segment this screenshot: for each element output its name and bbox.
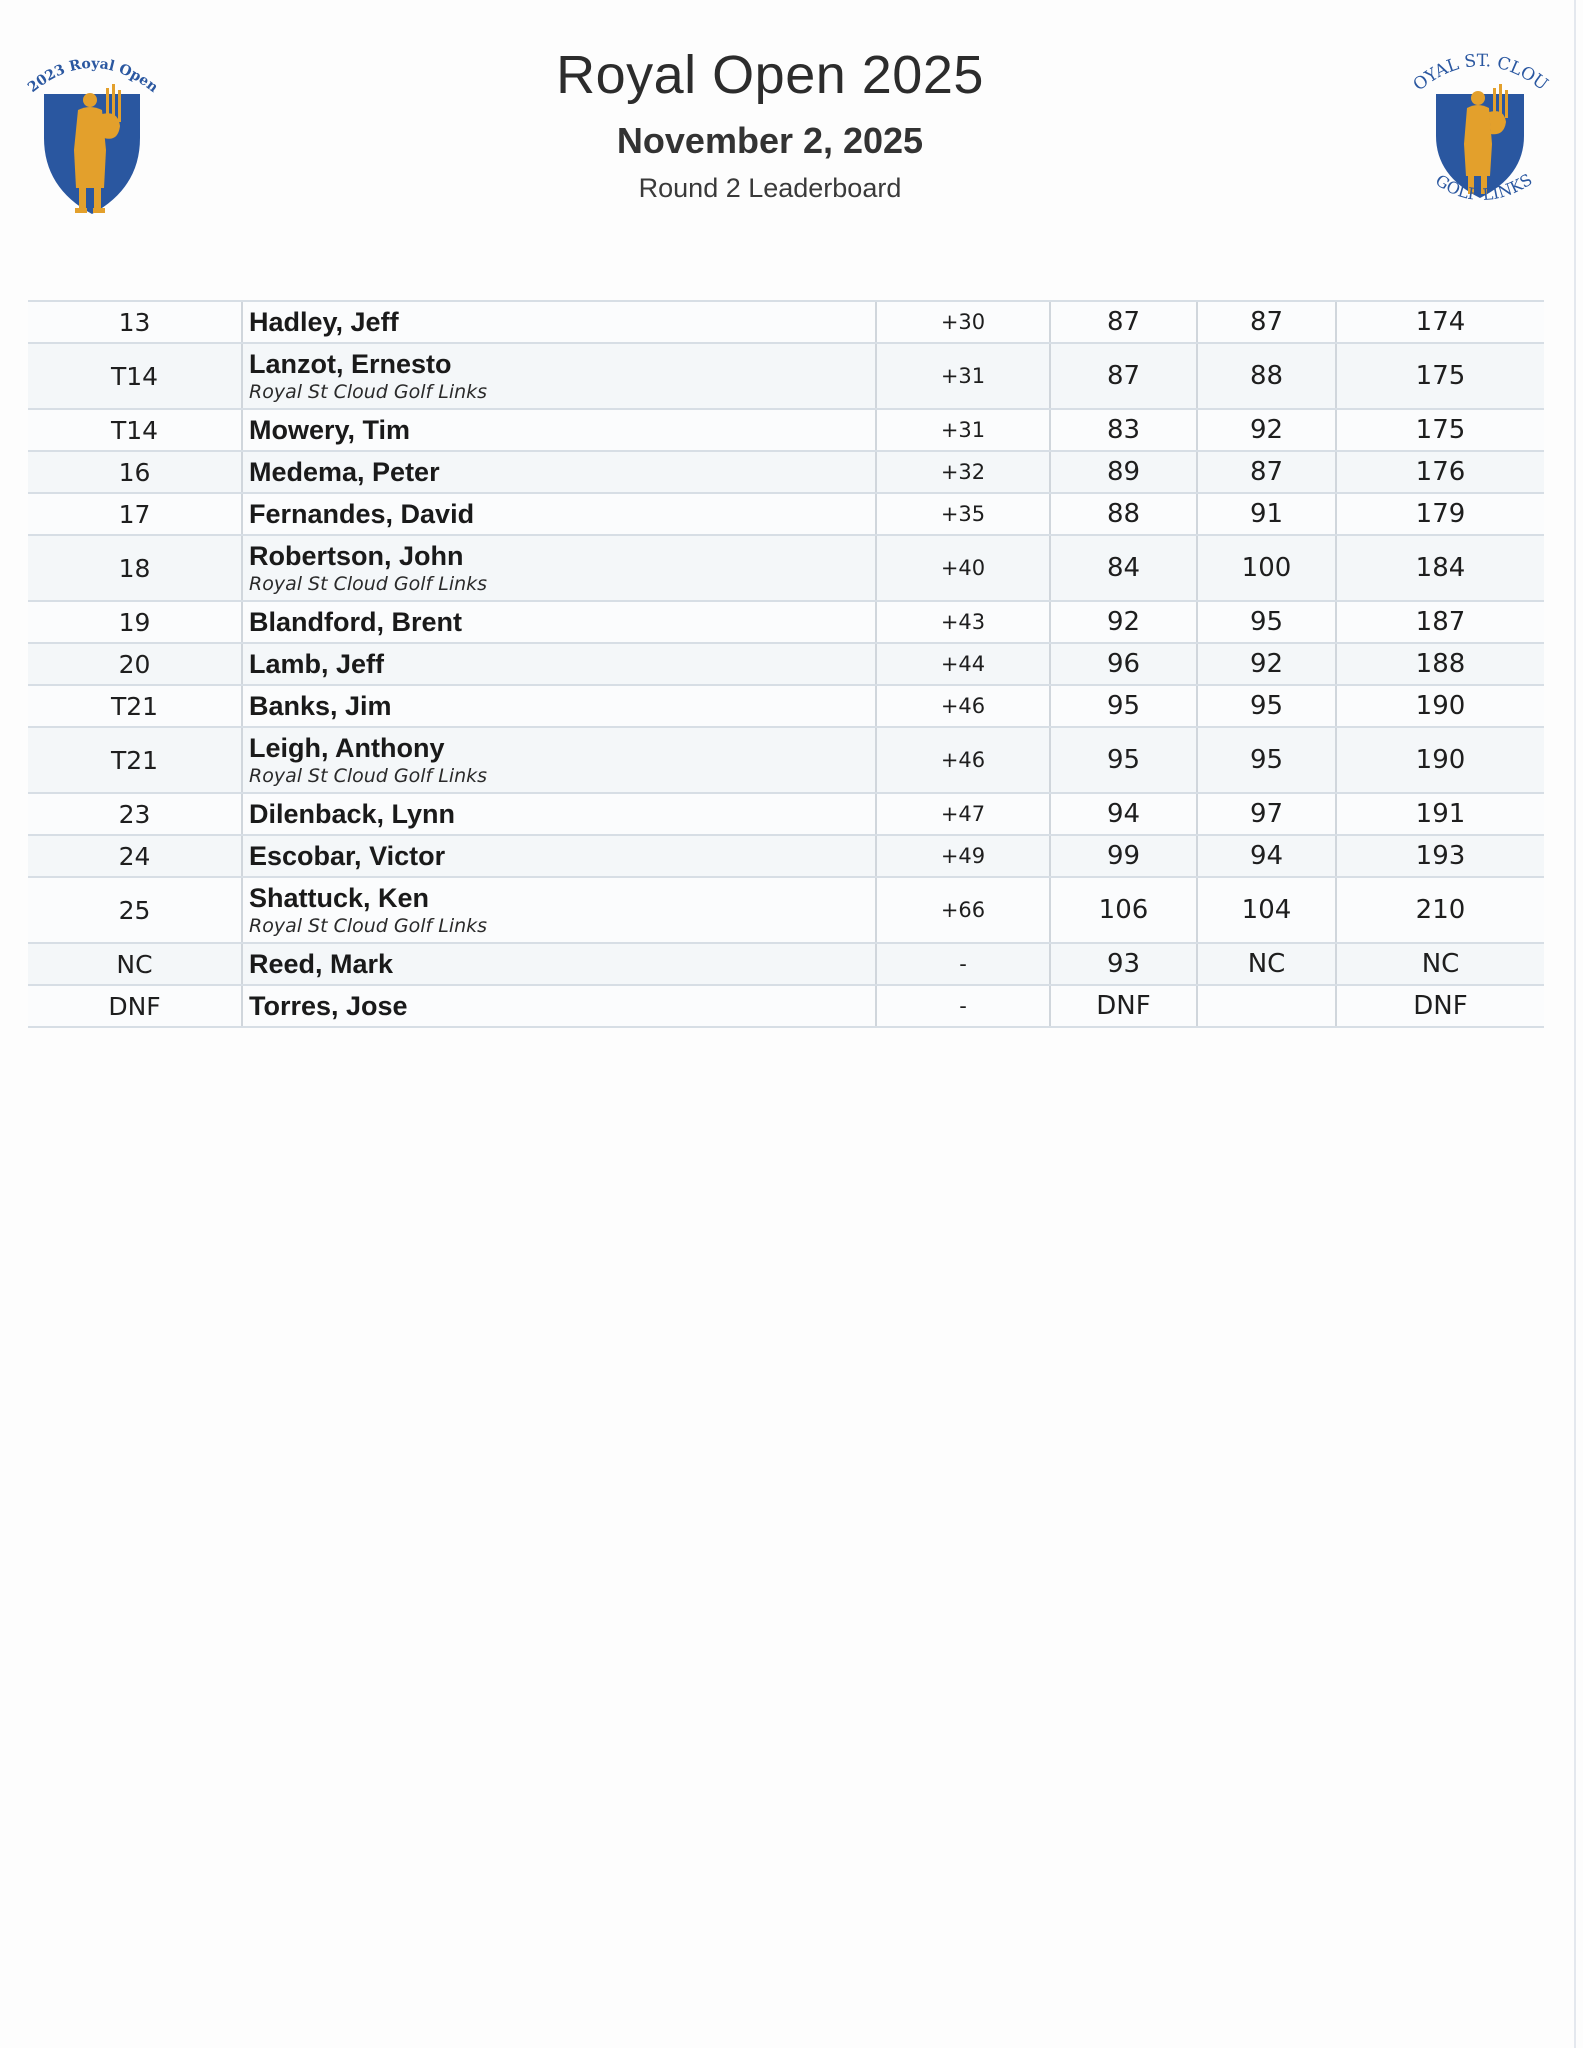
round-1-score-cell: DNF [1050,985,1197,1027]
round-1-score-cell: 83 [1050,409,1197,451]
to-par-cell: +35 [876,493,1050,535]
table-row [28,793,1544,835]
table-row [28,685,1544,727]
round-1-score-cell: 106 [1050,877,1197,943]
position-cell: 18 [28,535,242,601]
to-par-cell: +49 [876,835,1050,877]
player-cell [242,985,876,1027]
position-cell: 19 [28,601,242,643]
to-par-cell: +32 [876,451,1050,493]
total-score-cell: 176 [1336,451,1544,493]
player-cell [242,493,876,535]
total-score-cell: 175 [1336,409,1544,451]
position-cell: 13 [28,301,242,343]
total-score-cell: 184 [1336,535,1544,601]
event-date: November 2, 2025 [616,120,924,161]
player-cell [242,685,876,727]
round-1-score-cell: 87 [1050,343,1197,409]
position-cell: T14 [28,409,242,451]
round-2-score-cell: 94 [1197,835,1336,877]
table-row [28,343,1544,409]
position-cell: T21 [28,685,242,727]
player-name: Torres, Jose [249,991,408,1021]
to-par-cell: +44 [876,643,1050,685]
round-1-score-cell: 88 [1050,493,1197,535]
player-club: Royal St Cloud Golf Links [249,765,488,787]
to-par-cell: +31 [876,343,1050,409]
total-score-cell: 179 [1336,493,1544,535]
player-name: Blandford, Brent [249,607,462,637]
player-cell [242,301,876,343]
round-2-score-cell: 95 [1197,601,1336,643]
logo-left-text: 2023 Royal Open [25,55,161,96]
total-score-cell: 188 [1336,643,1544,685]
round-2-score-cell: 92 [1197,643,1336,685]
table-row [28,877,1544,943]
to-par-cell: +40 [876,535,1050,601]
player-name: Robertson, John [249,541,464,571]
page-edge [1574,0,1576,2048]
total-score-cell: 174 [1336,301,1544,343]
player-name: Shattuck, Ken [249,883,430,913]
round-2-score-cell: 104 [1197,877,1336,943]
table-row [28,835,1544,877]
round-2-score-cell: 87 [1197,301,1336,343]
player-name: Lamb, Jeff [249,649,385,679]
page-subtitle: Round 2 Leaderboard [638,173,902,203]
player-cell [242,943,876,985]
player-cell [242,409,876,451]
position-cell: 16 [28,451,242,493]
table-row [28,985,1544,1027]
player-cell [242,727,876,793]
round-1-score-cell: 94 [1050,793,1197,835]
player-name: Leigh, Anthony [249,733,445,763]
total-score-cell: NC [1336,943,1544,985]
position-cell: 20 [28,643,242,685]
round-2-score-cell: 95 [1197,685,1336,727]
player-cell [242,835,876,877]
total-score-cell: 193 [1336,835,1544,877]
position-cell: 23 [28,793,242,835]
player-cell [242,451,876,493]
position-cell: NC [28,943,242,985]
position-cell: 25 [28,877,242,943]
leaderboard-table [28,300,1544,1028]
to-par-cell: +46 [876,727,1050,793]
position-cell: T14 [28,343,242,409]
table-row [28,409,1544,451]
player-name: Mowery, Tim [249,415,411,445]
position-cell: 24 [28,835,242,877]
page-header [0,40,1540,208]
to-par-cell: - [876,985,1050,1027]
total-score-cell: 187 [1336,601,1544,643]
to-par-cell: +46 [876,685,1050,727]
total-score-cell: 191 [1336,793,1544,835]
to-par-cell: +43 [876,601,1050,643]
player-name: Hadley, Jeff [249,307,399,337]
total-score-cell: 175 [1336,343,1544,409]
player-name: Banks, Jim [249,691,392,721]
player-club: Royal St Cloud Golf Links [249,381,488,403]
player-name: Lanzot, Ernesto [249,349,452,379]
round-2-score-cell: 87 [1197,451,1336,493]
round-1-score-cell: 95 [1050,685,1197,727]
player-cell [242,643,876,685]
player-cell [242,535,876,601]
player-cell [242,601,876,643]
round-2-score-cell [1197,985,1336,1027]
position-cell: T21 [28,727,242,793]
table-row [28,535,1544,601]
round-2-score-cell: 88 [1197,343,1336,409]
round-1-score-cell: 96 [1050,643,1197,685]
total-score-cell: 210 [1336,877,1544,943]
total-score-cell: 190 [1336,685,1544,727]
round-2-score-cell: 95 [1197,727,1336,793]
to-par-cell: +30 [876,301,1050,343]
table-row [28,451,1544,493]
logo-right-bottom-text: GOLF LINKS [1432,169,1536,205]
player-club: Royal St Cloud Golf Links [249,573,488,595]
round-2-score-cell: 92 [1197,409,1336,451]
position-cell: DNF [28,985,242,1027]
player-name: Reed, Mark [249,949,394,979]
round-1-score-cell: 93 [1050,943,1197,985]
table-row [28,643,1544,685]
round-1-score-cell: 99 [1050,835,1197,877]
player-cell [242,877,876,943]
position-cell: 17 [28,493,242,535]
player-name: Fernandes, David [249,499,475,529]
table-row [28,301,1544,343]
player-name: Dilenback, Lynn [249,799,456,829]
round-2-score-cell: 100 [1197,535,1336,601]
round-1-score-cell: 89 [1050,451,1197,493]
round-1-score-cell: 87 [1050,301,1197,343]
round-1-score-cell: 95 [1050,727,1197,793]
to-par-cell: +31 [876,409,1050,451]
total-score-cell: DNF [1336,985,1544,1027]
to-par-cell: +47 [876,793,1050,835]
table-row [28,493,1544,535]
player-name: Medema, Peter [249,457,440,487]
total-score-cell: 190 [1336,727,1544,793]
player-club: Royal St Cloud Golf Links [249,915,488,937]
round-2-score-cell: NC [1197,943,1336,985]
player-name: Escobar, Victor [249,841,446,871]
to-par-cell: +66 [876,877,1050,943]
round-2-score-cell: 97 [1197,793,1336,835]
leaderboard-body [28,301,1544,1027]
logo-right-top-text: OYAL ST. CLOU [1410,50,1550,96]
round-2-score-cell: 91 [1197,493,1336,535]
round-1-score-cell: 92 [1050,601,1197,643]
player-cell [242,793,876,835]
player-cell [242,343,876,409]
round-1-score-cell: 84 [1050,535,1197,601]
page-title: Royal Open 2025 [556,45,984,105]
table-row [28,601,1544,643]
to-par-cell: - [876,943,1050,985]
table-row [28,943,1544,985]
table-row [28,727,1544,793]
